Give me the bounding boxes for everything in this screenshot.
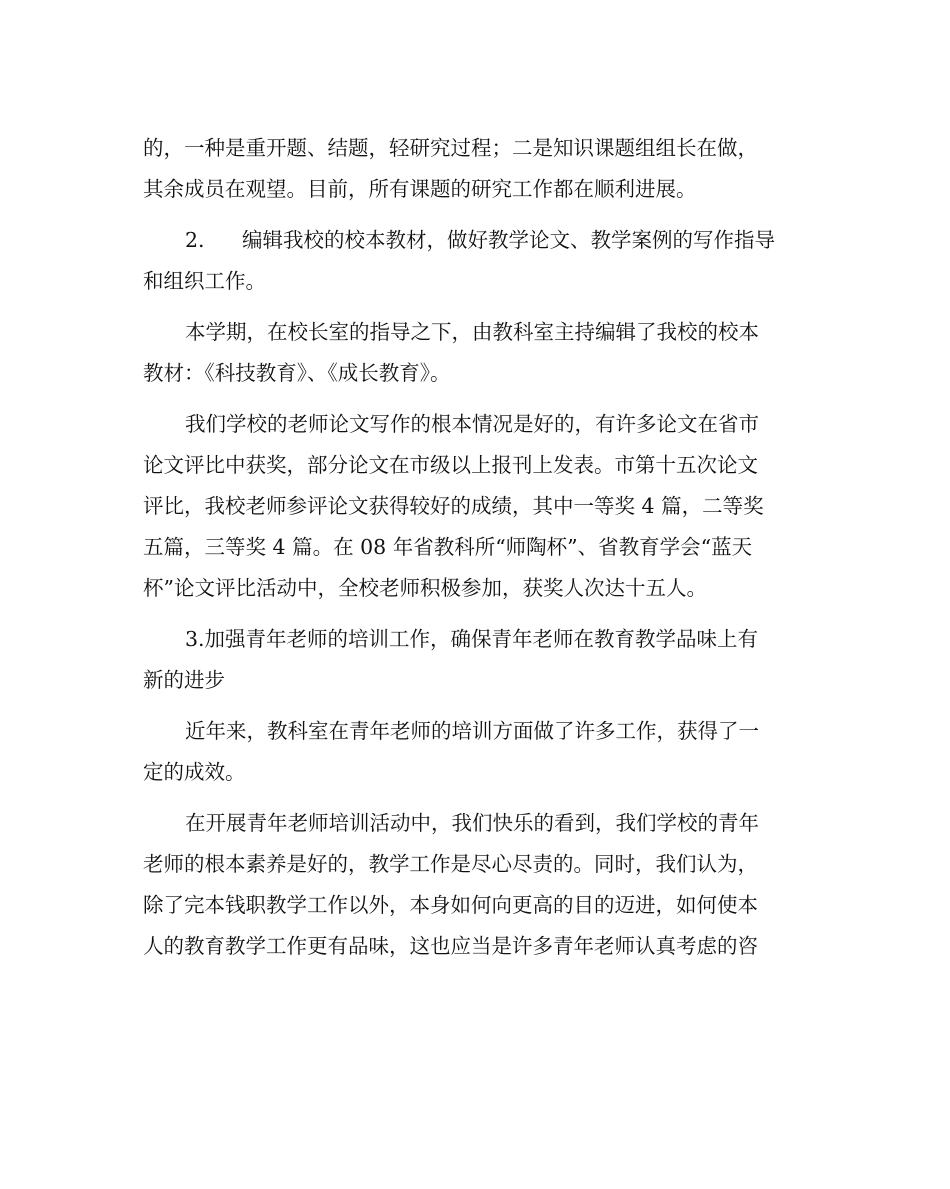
text-segment: 编辑我校的校本教材，做好教学论文、教学案例的写作指导	[242, 228, 775, 252]
paragraph-1	[143, 128, 807, 210]
text-line: 杯”论文评比活动中，全校老师积极参加，获奖人次达十五人。	[143, 576, 707, 600]
text-line: 教材：《科技教育》、《成长教育》。	[143, 361, 451, 385]
text-line: 定的成效。	[143, 760, 246, 784]
text-line: 本学期，在校长室的指导之下，由教科室主持编辑了我校的校本	[185, 320, 759, 344]
text-line: 在开展青年老师培训活动中，我们快乐的看到，我们学校的青年	[185, 811, 759, 835]
text-line: 3.加强青年老师的培训工作，确保青年老师在教育教学品味上有	[185, 627, 759, 651]
text-line: 评比，我校老师参评论文获得较好的成绩，其中一等奖 4 篇，二等奖	[143, 494, 764, 518]
paragraph-5	[143, 619, 807, 701]
numbered-heading-line	[143, 220, 807, 261]
text-line: 老师的根本素养是好的，教学工作是尽心尽责的。同时，我们认为，	[143, 852, 758, 876]
text-line: 我们学校的老师论文写作的根本情况是好的，有许多论文在省市	[185, 412, 759, 436]
text-line: 论文评比中获奖，部分论文在市级以上报刊上发表。市第十五次论文	[143, 453, 758, 477]
paragraph-4	[143, 404, 807, 609]
paragraph-3	[143, 312, 807, 394]
text-line: 其余成员在观望。目前，所有课题的研究工作都在顺利进展。	[143, 177, 697, 201]
paragraph-7	[143, 803, 807, 967]
paragraph-6	[143, 711, 807, 793]
text-line: 除了完本钱职教学工作以外，本身如何向更高的目的迈进，如何使本	[143, 893, 758, 917]
paragraph-2	[143, 220, 807, 302]
text-line: 近年来，教科室在青年老师的培训方面做了许多工作，获得了一	[185, 719, 759, 743]
document-body	[143, 128, 807, 967]
text-line: 的，一种是重开题、结题，轻研究过程；二是知识课题组组长在做，	[143, 136, 758, 160]
text-line: 人的教育教学工作更有品味，这也应当是许多青年老师认真考虑的咨	[143, 934, 758, 958]
item-number: 2.	[185, 228, 205, 252]
text-line: 新的进步	[143, 668, 225, 692]
text-line: 五篇，三等奖 4 篇。在 08 年省教科所“师陶杯”、省教育学会“蓝天	[143, 535, 753, 559]
text-line: 和组织工作。	[143, 269, 266, 293]
